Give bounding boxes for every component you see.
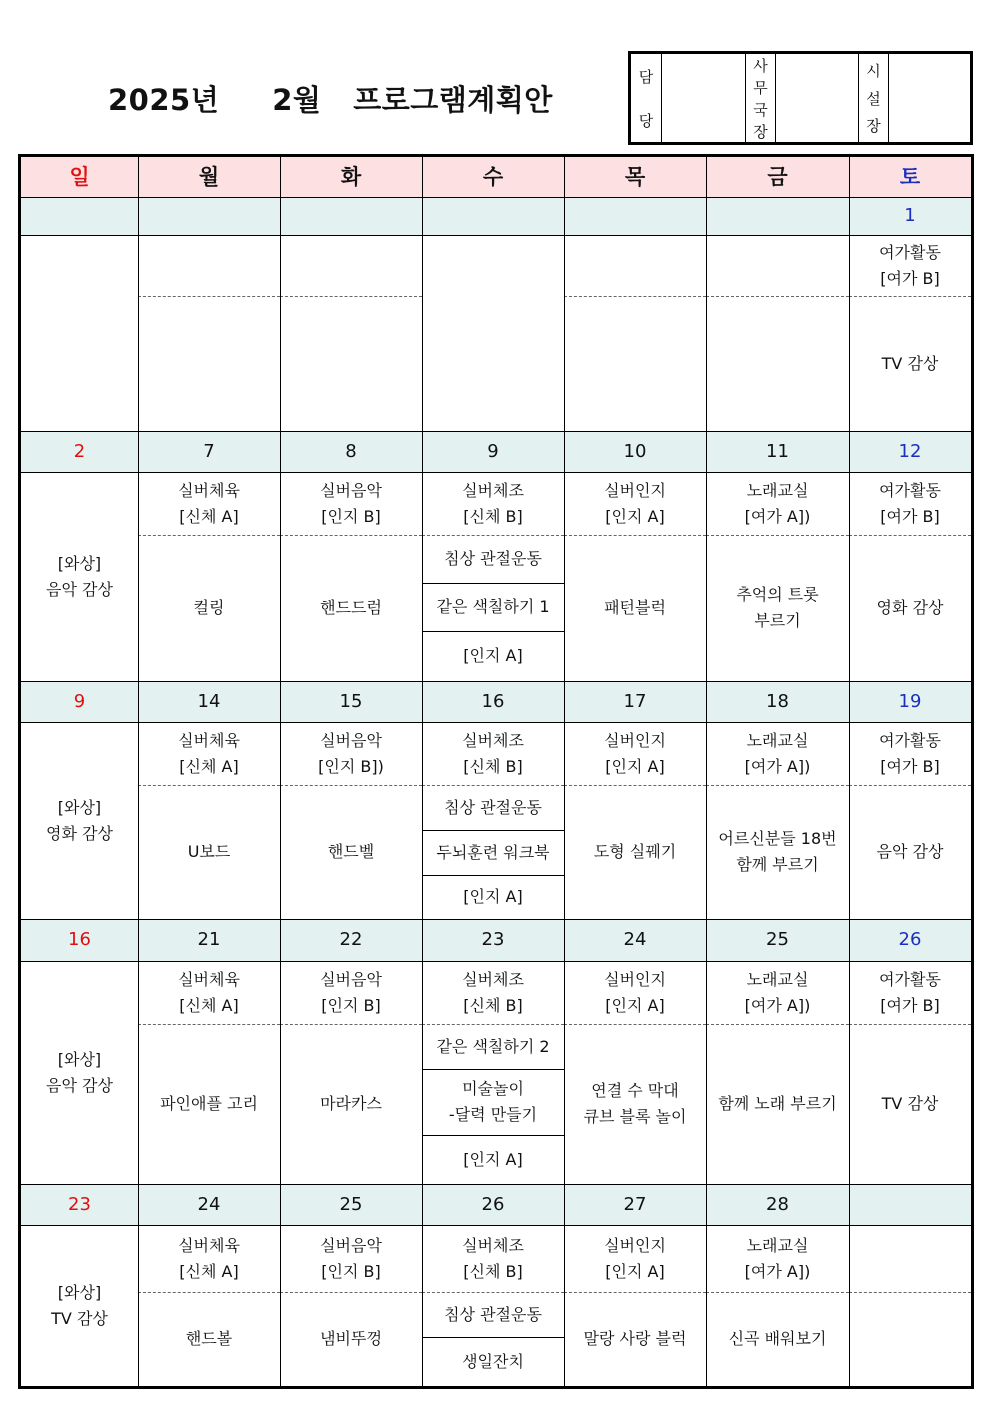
program-activity	[706, 296, 849, 431]
row-divider	[422, 875, 564, 876]
row-divider	[849, 785, 971, 786]
approval-box	[628, 51, 973, 145]
row-divider	[706, 1292, 849, 1293]
program-category: 여가활동 [여가 B]	[879, 730, 941, 776]
program-activity: 추억의 트롯 부르기	[736, 585, 819, 630]
grid-line	[21, 722, 971, 723]
program-category: 노래교실 [여가 A])	[744, 969, 811, 1015]
weekday-header: 목	[564, 157, 706, 197]
grid-line	[21, 431, 971, 432]
date-cell: 24	[138, 1184, 280, 1225]
date-cell: 17	[564, 681, 706, 722]
date-cell	[706, 197, 849, 235]
date-cell: 24	[564, 919, 706, 961]
weekday-header: 월	[138, 157, 280, 197]
date-cell: 21	[138, 919, 280, 961]
program-category: 실버체육 [신체 A]	[178, 969, 240, 1015]
row-divider	[422, 1135, 564, 1136]
weekday-header: 토	[849, 157, 971, 197]
program-activity: 함께 노래 부르기	[718, 1094, 837, 1113]
grid-line	[21, 681, 971, 682]
program-category: 실버체조 [신체 B]	[462, 730, 524, 776]
weekday-header: 일	[21, 157, 138, 197]
row-divider	[138, 1292, 280, 1293]
row-divider	[706, 535, 849, 536]
program-activity	[564, 296, 706, 431]
program-activity	[138, 296, 280, 431]
program-category: 여가활동 [여가 B]	[879, 480, 941, 526]
program-activity: 연결 수 막대 큐브 블록 놀이	[583, 1081, 687, 1126]
date-cell: 18	[706, 681, 849, 722]
approval-label-char: 담	[638, 67, 654, 86]
row-divider	[280, 296, 422, 297]
program-category	[422, 235, 564, 431]
program-category: 실버인지 [인지 A]	[604, 969, 666, 1015]
date-cell: 9	[21, 681, 138, 722]
row-divider	[422, 785, 564, 786]
date-cell: 26	[849, 919, 971, 961]
program-category: 실버음악 [인지 B])	[318, 730, 384, 776]
row-divider	[280, 535, 422, 536]
grid-line	[849, 157, 850, 1386]
date-cell	[138, 197, 280, 235]
date-cell: 14	[138, 681, 280, 722]
program-activity: 미술놀이 -달력 만들기	[448, 1079, 538, 1124]
approval-label-staff	[631, 54, 662, 142]
program-activity: 파인애플 고리	[160, 1094, 258, 1113]
program-activity: TV 감상	[881, 353, 939, 373]
date-cell: 25	[280, 1184, 422, 1225]
program-activity: 침상 관절운동	[444, 549, 542, 568]
program-category: 여가활동 [여가 B]	[879, 969, 941, 1015]
row-divider	[138, 296, 280, 297]
date-cell: 19	[849, 681, 971, 722]
program-category: 실버체조 [신체 B]	[462, 969, 524, 1015]
approval-label-char: 국	[753, 100, 768, 119]
program-activity: 같은 색칠하기 1	[436, 597, 550, 616]
program-activity: 핸드드럼	[320, 598, 382, 617]
row-divider	[849, 535, 971, 536]
row-divider	[422, 1024, 564, 1025]
program-activity: 핸드볼	[185, 1329, 233, 1348]
sunday-program	[21, 235, 138, 431]
program-category: 여가활동 [여가 B]	[879, 242, 941, 288]
date-cell: 23	[21, 1184, 138, 1225]
program-category	[564, 235, 706, 296]
approval-label-char: 시	[866, 62, 881, 81]
approval-sign-director[interactable]	[889, 54, 970, 142]
row-divider	[422, 1337, 564, 1338]
row-divider	[422, 1069, 564, 1070]
grid-line	[706, 157, 707, 1386]
grid-line	[21, 235, 971, 236]
program-category: 실버체조 [신체 B]	[462, 1235, 524, 1281]
program-activity: 음악 감상	[876, 842, 944, 861]
program-activity: TV 감상	[881, 1094, 939, 1113]
date-cell: 1	[849, 197, 971, 235]
program-category: 실버체조 [신체 B]	[462, 480, 524, 526]
date-cell	[21, 197, 138, 235]
program-category: 노래교실 [여가 A])	[744, 480, 811, 526]
sunday-program: [와상] 음악 감상	[46, 553, 113, 599]
weekday-header: 화	[280, 157, 422, 197]
approval-label-char: 장	[866, 116, 881, 135]
approval-label-char: 당	[638, 111, 654, 130]
program-category: 노래교실 [여가 A])	[744, 1235, 811, 1281]
grid-line	[422, 157, 423, 1386]
date-cell: 16	[422, 681, 564, 722]
grid-line	[564, 157, 565, 1386]
sunday-program: [와상] TV 감상	[51, 1282, 108, 1328]
approval-label-char: 장	[753, 122, 768, 141]
row-divider	[422, 1292, 564, 1293]
row-divider	[564, 1292, 706, 1293]
row-divider	[138, 535, 280, 536]
approval-label-char: 무	[753, 78, 768, 97]
program-activity: 말랑 사랑 블럭	[583, 1329, 687, 1348]
sunday-program: [와상] 음악 감상	[46, 1049, 113, 1095]
date-cell: 9	[422, 431, 564, 472]
program-category: 실버음악 [인지 B]	[320, 1235, 382, 1281]
program-activity: 마라카스	[320, 1094, 382, 1113]
program-activity: 핸드벨	[327, 842, 375, 861]
program-activity: 컬링	[193, 598, 225, 617]
program-category: 실버인지 [인지 A]	[604, 730, 666, 776]
program-activity: [인지 A]	[463, 1149, 523, 1169]
grid-line	[21, 472, 971, 473]
approval-sign-secretary[interactable]	[776, 54, 859, 142]
row-divider	[422, 583, 564, 584]
program-activity: [인지 A]	[463, 887, 523, 906]
row-divider	[706, 296, 849, 297]
weekday-header: 금	[706, 157, 849, 197]
date-cell: 12	[849, 431, 971, 472]
program-category: 실버인지 [인지 A]	[604, 480, 666, 526]
row-divider	[564, 296, 706, 297]
row-divider	[138, 1024, 280, 1025]
row-divider	[706, 785, 849, 786]
row-divider	[422, 535, 564, 536]
program-activity: [인지 A]	[463, 646, 523, 665]
grid-line	[21, 1225, 971, 1226]
date-cell: 7	[138, 431, 280, 472]
approval-label-char: 설	[866, 89, 881, 108]
row-divider	[706, 1024, 849, 1025]
date-cell: 27	[564, 1184, 706, 1225]
date-cell: 23	[422, 919, 564, 961]
program-activity: 어르신분들 18번 함께 부르기	[718, 829, 837, 874]
row-divider	[422, 830, 564, 831]
row-divider	[849, 296, 971, 297]
program-activity: 같은 색칠하기 2	[436, 1036, 550, 1056]
row-divider	[849, 1292, 971, 1293]
program-activity: 패턴블럭	[604, 598, 666, 617]
date-cell: 15	[280, 681, 422, 722]
grid-line	[21, 961, 971, 962]
approval-label-secretary	[746, 54, 776, 142]
program-activity	[849, 1292, 971, 1386]
calendar-table	[18, 154, 974, 1389]
program-activity: U보드	[187, 842, 231, 861]
program-category: 실버체육 [신체 A]	[178, 480, 240, 526]
program-category: 실버음악 [인지 B]	[320, 969, 382, 1015]
grid-line	[21, 919, 971, 920]
approval-sign-staff[interactable]	[662, 54, 746, 142]
date-cell	[849, 1184, 971, 1225]
row-divider	[564, 535, 706, 536]
grid-line	[280, 157, 281, 1386]
program-activity: 도형 실꿰기	[593, 842, 677, 861]
program-activity: 침상 관절운동	[444, 1304, 542, 1324]
row-divider	[280, 1292, 422, 1293]
approval-label-director	[859, 54, 889, 142]
row-divider	[849, 1024, 971, 1025]
sunday-program: [와상] 영화 감상	[46, 797, 113, 843]
program-activity: 생일잔치	[462, 1351, 524, 1371]
date-cell: 26	[422, 1184, 564, 1225]
program-category: 실버체육 [신체 A]	[178, 730, 240, 776]
grid-line	[138, 157, 139, 1386]
date-cell: 16	[21, 919, 138, 961]
program-activity: 신곡 배워보기	[728, 1329, 827, 1348]
row-divider	[564, 785, 706, 786]
program-activity: 두뇌훈련 워크북	[436, 842, 550, 862]
program-activity: 침상 관절운동	[444, 797, 542, 817]
grid-line	[21, 197, 971, 198]
program-activity: 영화 감상	[876, 598, 944, 617]
grid-line	[21, 1184, 971, 1185]
program-category	[706, 235, 849, 296]
row-divider	[564, 1024, 706, 1025]
program-category	[280, 235, 422, 296]
program-category	[849, 1225, 971, 1292]
row-divider	[280, 1024, 422, 1025]
program-category: 실버인지 [인지 A]	[604, 1235, 666, 1281]
program-activity: 냄비뚜껑	[320, 1329, 382, 1348]
program-category: 노래교실 [여가 A])	[744, 730, 811, 776]
date-cell: 11	[706, 431, 849, 472]
date-cell	[422, 197, 564, 235]
program-activity	[280, 296, 422, 431]
row-divider	[280, 785, 422, 786]
approval-label-char: 사	[753, 56, 768, 75]
date-cell	[564, 197, 706, 235]
weekday-header: 수	[422, 157, 564, 197]
row-divider	[138, 785, 280, 786]
date-cell: 8	[280, 431, 422, 472]
program-category: 실버음악 [인지 B]	[320, 480, 382, 526]
program-category	[138, 235, 280, 296]
program-category: 실버체육 [신체 A]	[178, 1235, 240, 1281]
date-cell: 28	[706, 1184, 849, 1225]
date-cell: 10	[564, 431, 706, 472]
row-divider	[422, 631, 564, 632]
date-cell: 22	[280, 919, 422, 961]
date-cell: 2	[21, 431, 138, 472]
date-cell: 25	[706, 919, 849, 961]
date-cell	[280, 197, 422, 235]
page-title: 2025년 2월 프로그램계획안	[108, 83, 553, 117]
